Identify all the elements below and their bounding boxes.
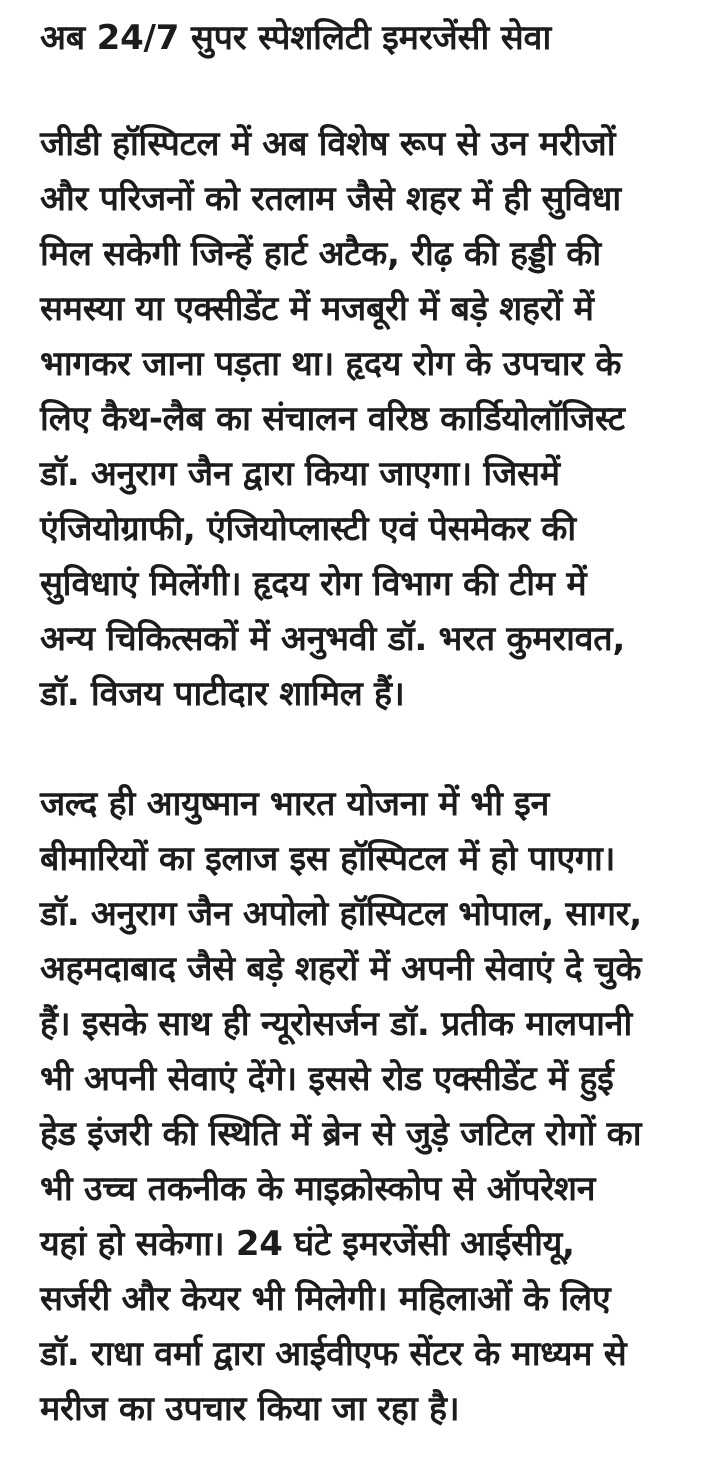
- article-paragraph-1: [40, 117, 690, 722]
- paragraph-line: अहमदाबाद जैसे बड़े शहरों में अपनी सेवाएं दे चुके: [40, 949, 642, 989]
- paragraph-line: सर्जरी और केयर भी मिलेगी। महिलाओं के लिए: [40, 1279, 611, 1319]
- paragraph-line: डॉ. अनुराग जैन अपोलो हॉस्पिटल भोपाल, सागर,: [40, 894, 642, 934]
- article-paragraph-2: [40, 777, 690, 1437]
- paragraph-line: मरीज का उपचार किया जा रहा है।: [40, 1389, 460, 1429]
- paragraph-line: हैं। इसके साथ ही न्यूरोसर्जन डॉ. प्रतीक मालपानी: [40, 1004, 633, 1044]
- paragraph-line: अन्य चिकित्सकों में अनुभवी डॉ. भरत कुमरावत,: [40, 619, 625, 659]
- paragraph-line: हेड इंजरी की स्थिति में ब्रेन से जुड़े जटिल रोगों का: [40, 1114, 642, 1154]
- paragraph-line: भागकर जाना पड़ता था। हृदय रोग के उपचार के: [40, 344, 622, 384]
- paragraph-line: लिए कैथ-लैब का संचालन वरिष्ठ कार्डियोलॉजिस्ट: [40, 399, 625, 439]
- paragraph-line: जीडी हॉस्पिटल में अब विशेष रूप से उन मरीजों: [40, 124, 616, 164]
- paragraph-line: भी अपनी सेवाएं देंगे। इससे रोड एक्सीडेंट में हुई: [40, 1059, 614, 1099]
- paragraph-line: एंजियोग्राफी, एंजियोप्लास्टी एवं पेसमेकर की: [40, 509, 576, 549]
- paragraph-line: मिल सकेगी जिन्हें हार्ट अटैक, रीढ़ की हड्डी की: [40, 234, 601, 274]
- article-heading: अब 24/7 सुपर स्पेशलिटी इमरजेंसी सेवा: [40, 18, 552, 58]
- paragraph-line: डॉ. विजय पाटीदार शामिल हैं।: [40, 674, 405, 714]
- paragraph-line: यहां हो सकेगा। 24 घंटे इमरजेंसी आईसीयू,: [40, 1224, 575, 1264]
- paragraph-line: सुविधाएं मिलेंगी। हृदय रोग विभाग की टीम में: [40, 564, 587, 604]
- paragraph-line: और परिजनों को रतलाम जैसे शहर में ही सुविधा: [40, 179, 621, 219]
- paragraph-line: डॉ. राधा वर्मा द्वारा आईवीएफ सेंटर के माध्यम से: [40, 1334, 627, 1374]
- paragraph-line: भी उच्च तकनीक के माइक्रोस्कोप से ऑपरेशन: [40, 1169, 596, 1209]
- paragraph-line: समस्या या एक्सीडेंट में मजबूरी में बड़े शहरों में: [40, 289, 594, 329]
- paragraph-line: जल्द ही आयुष्मान भारत योजना में भी इन: [40, 784, 550, 824]
- paragraph-line: बीमारियों का इलाज इस हॉस्पिटल में हो पाएगा।: [40, 839, 616, 879]
- paragraph-line: डॉ. अनुराग जैन द्वारा किया जाएगा। जिसमें: [40, 454, 560, 494]
